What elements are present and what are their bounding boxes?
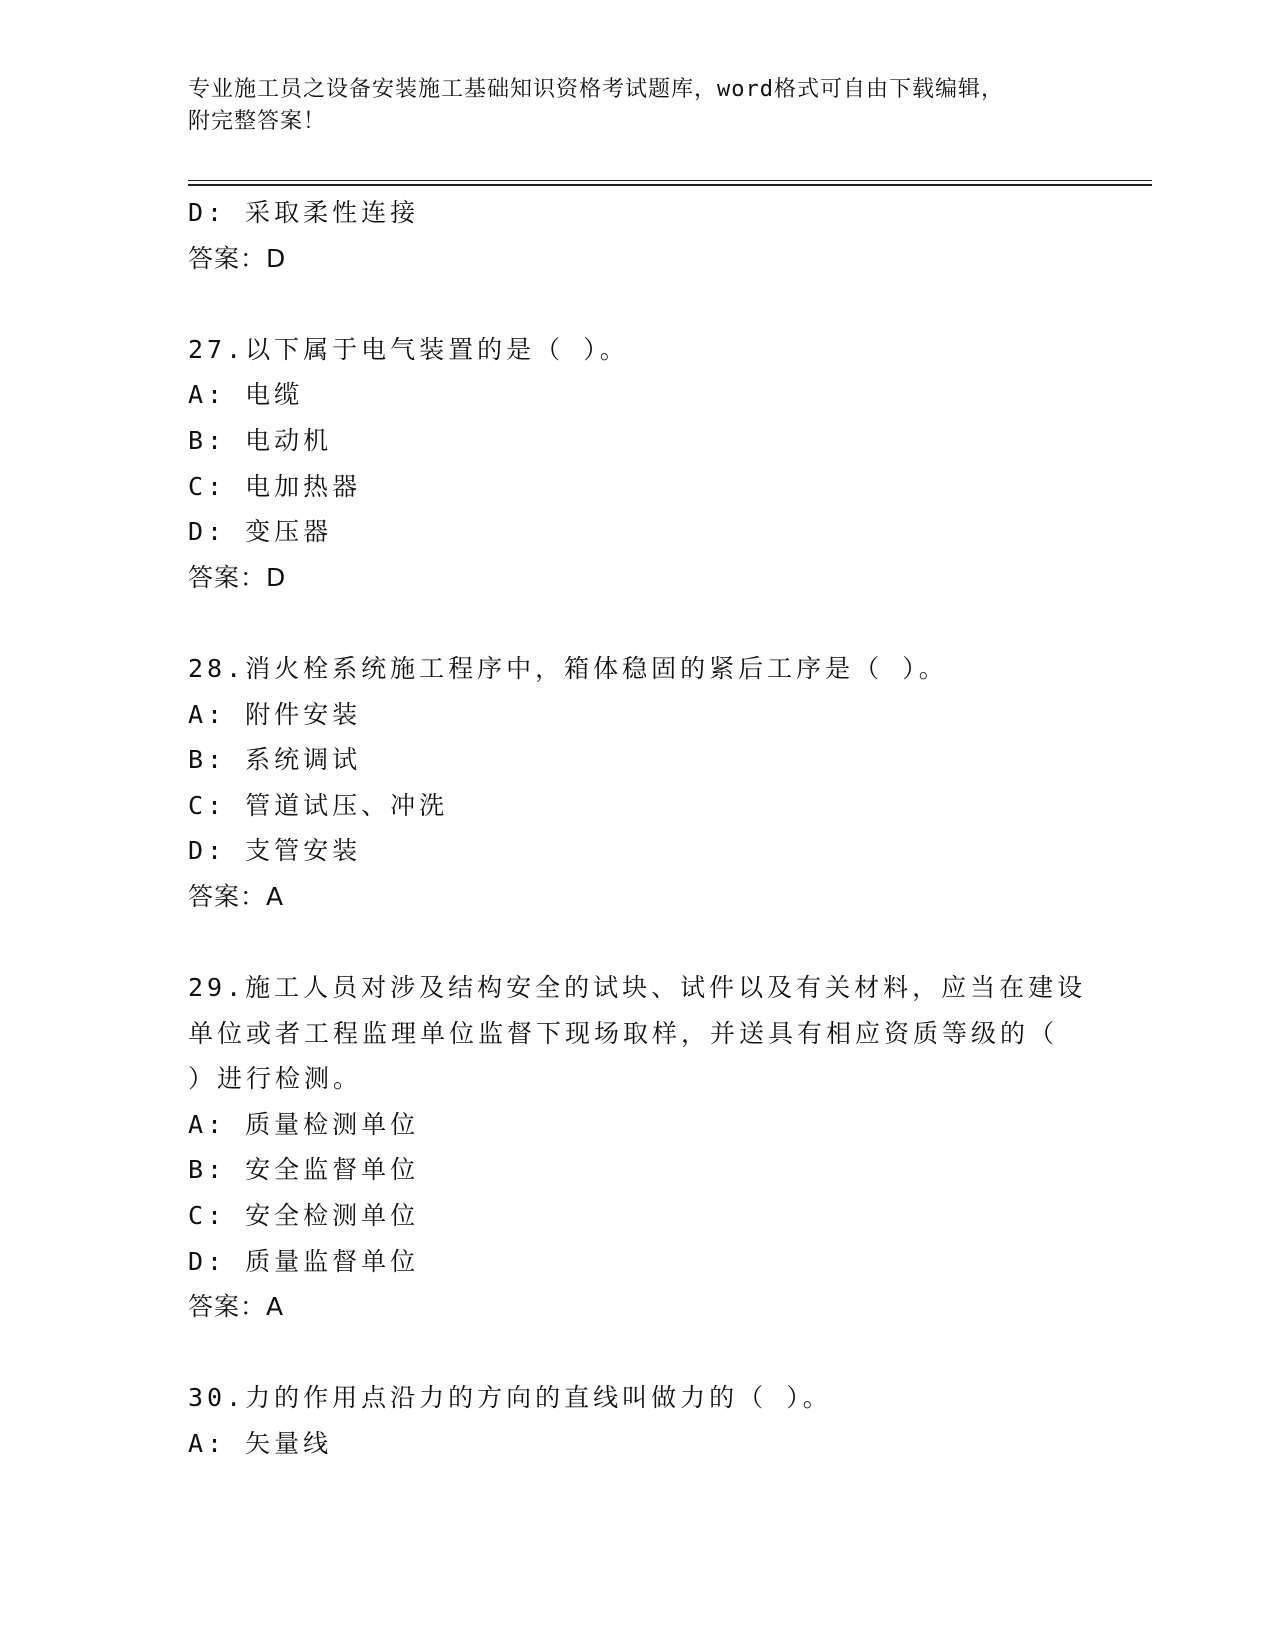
answer: 答案：D (188, 243, 287, 273)
option-a: A: 附件安装 (188, 699, 362, 729)
option-b: B: 安全监督单位 (188, 1155, 420, 1185)
question-text-line-1: 29.施工人员对涉及结构安全的试块、试件以及有关材料，应当在建设 (188, 973, 1087, 1003)
question-text: 28.消火栓系统施工程序中，箱体稳固的紧后工序是（ ）。 (188, 653, 948, 683)
question-text-line-3: ）进行检测。 (188, 1064, 363, 1094)
option-a: A: 电缆 (188, 380, 304, 410)
header-divider-thick (188, 184, 1152, 186)
option-d: D: 质量监督单位 (188, 1246, 420, 1276)
option-d: D: 变压器 (188, 517, 333, 547)
question-list (188, 190, 1088, 1467)
option-d: D: 采取柔性连接 (188, 198, 420, 227)
option-c: C: 安全检测单位 (188, 1201, 420, 1231)
option-d: D: 支管安装 (188, 836, 362, 866)
question-29 (188, 965, 1088, 1330)
question-text: 27.以下属于电气装置的是（ ）。 (188, 334, 629, 364)
option-c: C: 管道试压、冲洗 (188, 790, 449, 820)
question-27 (188, 327, 1088, 601)
option-b: B: 电动机 (188, 425, 333, 455)
question-text-line-2: 单位或者工程监理单位监督下现场取样，并送具有相应资质等级的（ (188, 1018, 1059, 1048)
option-a: A: 质量检测单位 (188, 1109, 420, 1139)
answer: 答案：D (188, 562, 287, 592)
option-b: B: 系统调试 (188, 745, 362, 775)
header-divider-thin (188, 180, 1152, 181)
question-text: 30.力的作用点沿力的方向的直线叫做力的（ ）。 (188, 1383, 832, 1413)
option-a: A: 矢量线 (188, 1429, 333, 1459)
question-30 (188, 1375, 1088, 1466)
answer: 答案：A (188, 1292, 285, 1322)
prev-question (188, 190, 1088, 281)
answer: 答案：A (188, 881, 285, 911)
document-header (188, 74, 1088, 138)
option-c: C: 电加热器 (188, 471, 362, 501)
header-line-1: 专业施工员之设备安装施工基础知识资格考试题库，word格式可自由下载编辑， (188, 77, 1004, 102)
header-line-2: 附完整答案！ (188, 109, 327, 134)
question-28 (188, 646, 1088, 920)
